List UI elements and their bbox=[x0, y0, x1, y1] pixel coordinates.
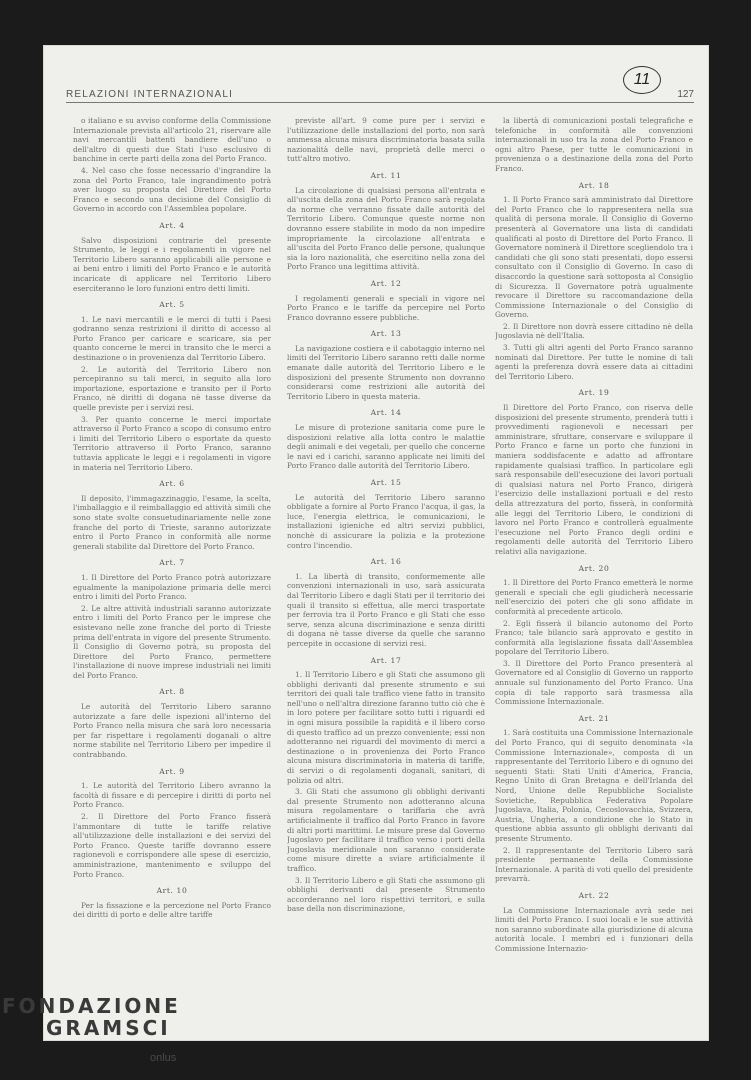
paragraph: 1. Il Direttore del Porto Franco potrà autorizzare egualmente la manipolazione primaria delle merci entro i limiti del Porto Franco. bbox=[73, 572, 271, 602]
paragraph: Le misure di protezione sanitaria come pure le disposizioni relative alla lotta contro le malattie degli animali e dei vegetali, per quello che concerne le navi ed i carichi, saranno applicate nei limiti del Porto Franco dalle autorità del Territorio Libero. bbox=[287, 423, 485, 471]
running-header bbox=[66, 84, 694, 103]
paragraph: 3. Il Territorio Libero e gli Stati che assumono gli obblighi derivanti dal presente Strumento accorderanno nel loro rispettivi territori, e sulla base della non discriminazione, bbox=[287, 875, 485, 914]
paragraph: Il Direttore del Porto Franco, con riserva delle disposizioni del presente strumento, prenderà tutti i provvedimenti ragionevoli e necessari per amministrare, sfruttare, conservare e sviluppare il Porto Franco e farne un porto che funzioni in maniera soddisfacente e adatto ad affrontare rapidamente qualsiasi traffico. In particolare egli sarà responsabile dell'esecuzione dei lavori portuali di qualsiasi natura nel Porto Franco, dirigerà l'esercizio delle installazioni portuali e del resto della attrezzatura del porto, fisserà, in conformità alle leggi del Territorio Libero, le condizioni di lavoro nel Porto Franco e controllerà egualmente l'esecuzione nel Porto Franco degli ordini e regolamenti delle autorità del Territorio Libero relativi alla navigazione. bbox=[495, 403, 693, 556]
paragraph: Le autorità del Territorio Libero saranno obbligate a fornire al Porto Franco l'acqua, il gas, la luce, l'energia elettrica, le comunicazioni, le installazioni igieniche ed altri servizi pubblici, nonchè di assicurare la polizia e la protezione contro l'incendio. bbox=[287, 492, 485, 550]
paragraph: 2. Il Direttore del Porto Franco fisserà l'ammontare di tutte le tariffe relative all'utilizzazione delle installazioni e dei servizi del Porto Franco. Queste tariffe dovranno essere ragionevoli e corrispondere alle spese di esercizio, amministrazione, mantenimento e sviluppo del Porto Franco. bbox=[73, 812, 271, 879]
article-heading: Art. 14 bbox=[370, 408, 402, 418]
page-number: 127 bbox=[677, 89, 694, 100]
paragraph: 3. Per quanto concerne le merci importate attraverso il Porto Franco a scopo di consumo entro i limiti del Territorio Libero o esportate da questo Territorio attraverso il Porto Franco, saranno tuttavia applicate le leggi e i regolamenti in vigore in materia nel Territorio Libero. bbox=[73, 414, 271, 472]
article-heading: Art. 17 bbox=[370, 655, 402, 665]
watermark-line-1: FONDAZIONE bbox=[2, 994, 181, 1018]
paragraph: 3. Il Direttore del Porto Franco presenterà al Governatore ed al Consiglio di Governo un rapporto annuale sul funzionamento del Porto Franco. Una copia di tale rapporto sarà trasmessa alla Commissione Internazionale. bbox=[495, 658, 693, 707]
header-title: RELAZIONI INTERNAZIONALI bbox=[66, 89, 234, 100]
article-heading: Art. 5 bbox=[159, 300, 185, 310]
watermark-suffix: onlus bbox=[150, 1052, 177, 1064]
paragraph: 2. Le autorità del Territorio Libero non percepiranno su tali merci, in seguito alla loro importazione, esportazione e transito per il Porto Franco, nè diritti di dogana nè tasse diverse da quelle previste per i servizi resi. bbox=[73, 364, 271, 413]
paragraph: Salvo disposizioni contrarie del presente Strumento, le leggi e i regolamenti in vigore nel Territorio Libero saranno applicabili alle persone e ai beni entro i limiti del Porto Franco e le autorità incaricate di applicare nel Territorio Libero eserciteranno le loro funzioni entro detti limiti. bbox=[73, 235, 271, 293]
document-page bbox=[44, 46, 708, 1040]
paragraph: 3. Gli Stati che assumono gli obblighi derivanti dal presente Strumento non adotteranno alcuna misura regolamentare o tariffaria che avrà artificialmente il traffico dal Porto Franco in favore di altri porti marittimi. Le misure prese dal Governo Jugoslavo per facilitare il traffico verso i porti della Jugoslavia meridionale non saranno considerate come misure dirette a sviare artificialmente il traffico. bbox=[287, 787, 485, 873]
paragraph: La navigazione costiera e il cabotaggio interno nel limiti del Territorio Libero saranno retti dalle norme emanate dalle autorità del Territorio Libero e le disposizioni del presente Strumento non dovranno considerarsi come restrizioni alle autorità del Territorio Libero in questa materia. bbox=[287, 343, 485, 401]
archive-stamp: 11 bbox=[623, 66, 661, 94]
article-heading: Art. 8 bbox=[159, 687, 185, 697]
paragraph: La Commissione Internazionale avrà sede nei limiti del Porto Franco. I suoi locali e le sue attività non saranno subordinate alla giurisdizione di alcuna autorità locale. I membri ed i funzionari della Commissione Internazio- bbox=[495, 905, 693, 953]
paragraph: 2. Il Direttore non dovrà essere cittadino nè della Jugoslavia nè dell'Italia. bbox=[495, 321, 693, 341]
paragraph: 1. Le autorità del Territorio Libero avranno la facoltà di fissare e di percepire i diritti di porto nel Porto Franco. bbox=[73, 781, 271, 810]
article-heading: Art. 9 bbox=[159, 766, 185, 776]
paragraph: 4. Nel caso che fosse necessario d'ingrandire la zona del Porto Franco, tale ingrandimento potrà aver luogo su proposta del Direttore del Porto Franco e secondo una decisione del Consiglio di Governo in accordo con l'Assemblea popolare. bbox=[73, 165, 271, 214]
paragraph: Le autorità del Territorio Libero saranno autorizzate a fare delle ispezioni all'interno del Porto Franco nella misura che sarà loro necessaria per far rispettare i regolamenti doganali o altre norme stabilite nel Territorio Libero per impedire il contrabbando. bbox=[73, 702, 271, 760]
article-heading: Art. 20 bbox=[578, 563, 610, 573]
paragraph: Il deposito, l'immagazzinaggio, l'esame, la scelta, l'imballaggio e il reimballaggio ed attività simili che sono state svolte consuetudinariamente nelle zone franche del porto di Trieste, saranno autorizzate entro il Porto Franco in conformità alle norme generali stabilite dal Direttore del Porto Franco. bbox=[73, 493, 271, 551]
article-heading: Art. 4 bbox=[159, 220, 185, 230]
paragraph: 1. La libertà di transito, conformemente alle convenzioni internazionali in uso, sarà assicurata dal Territorio Libero e dagli Stati per il territorio dei quali il transito si effettua, alle merci trasportate per ferrovia tra il Porto Franco e gli Stati che esso serve, senza alcuna discriminazione e senza diritti di dogana nè tasse diverse da quelle che saranno percepite in occasione di servizi resi. bbox=[287, 571, 485, 648]
article-heading: Art. 16 bbox=[370, 557, 402, 567]
paragraph: 1. Le navi mercantili e le merci di tutti i Paesi godranno senza restrizioni il diritto di accesso al Porto Franco per caricare e scaricare, sia per quanto concerne le merci in transito che le merci a destinazione o in provenienza dal Territorio Libero. bbox=[73, 314, 271, 363]
paragraph: 1. Il Territorio Libero e gli Stati che assumono gli obblighi derivanti dal presente strumento e sui territori dei quali tale traffico viene fatto in transito nell'uno o nell'altra direzione faranno tutto ciò che è in loro potere per facilitare sotto tutti i riguardi ed in ogni misura possibile la rapidità e il libero corso di questo traffico ad un prezzo conveniente; essi non adotteranno nei riguardi del movimento di merci a destinazione o in provenienza dei Porto Franco alcuna misura discriminatoria in materia di tariffe, di servizi o di regolamenti doganali, sanitari, di polizia od altri. bbox=[287, 670, 485, 785]
paragraph: 1. Il Direttore del Porto Franco emetterà le norme generali e speciali che egli giudicherà necessarie nell'esercizio dei poteri che gli sono affidate in conformità al precedente articolo. bbox=[495, 578, 693, 616]
article-heading: Art. 10 bbox=[156, 886, 188, 896]
article-heading: Art. 15 bbox=[370, 478, 402, 487]
paragraph: 2. Il rappresentante del Territorio Libero sarà presidente permanente della Commissione Internazionale. A parità di voti quello del presidente prevarrà. bbox=[495, 845, 693, 884]
paragraph: Per la fissazione e la percezione nel Porto Franco dei diritti di porto e delle altre tariffe bbox=[73, 900, 271, 920]
article-heading: Art. 18 bbox=[578, 180, 610, 190]
paragraph: previste all'art. 9 come pure per i servizi e l'utilizzazione delle installazioni del porto, non sarà ammessa alcuna misura discriminatoria basata sulla nazionalità delle navi, proprietà delle merci o tutt'altro motivo. bbox=[287, 116, 485, 164]
text-column-1 bbox=[73, 116, 271, 1031]
paragraph: 1. Sarà costituita una Commissione Internazionale del Porto Franco, qui di seguito denominata «la Commissione Internazionale», composta di un rappresentante del Territorio Libero e di ognuno dei seguenti Stati: Stati Uniti d'America, Francia, Regno Unito di Gran Bretagna e dell'Irlanda del Nord, Unione delle Repubbliche Socialiste Sovietiche, Repubblica Federativa Popolare Jugoslava, Italia, Polonia, Cecoslovacchia, Svizzera, Austria, Ungheria, a condizione che lo Stato in questione abbia assunto gli obblighi derivanti dal presente Strumento. bbox=[495, 728, 693, 843]
watermark-logo bbox=[2, 995, 181, 1039]
article-heading: Art. 13 bbox=[370, 329, 402, 339]
article-heading: Art. 12 bbox=[370, 278, 402, 288]
article-heading: Art. 22 bbox=[578, 890, 610, 900]
article-heading: Art. 6 bbox=[159, 479, 185, 489]
article-heading: Art. 11 bbox=[370, 170, 402, 180]
paragraph: 3. Tutti gli altri agenti del Porto Franco saranno nominati dal Direttore. Per tutte le nomine di tali agenti la preferenza dovrà essere data ai cittadini del Territorio Libero. bbox=[495, 343, 693, 381]
text-column-2 bbox=[287, 116, 485, 1031]
paragraph: I regolamenti generali e speciali in vigore nel Porto Franco e le tariffe da percepire nel Porto Franco dovranno essere pubbliche. bbox=[287, 293, 485, 322]
paragraph: la libertà di comunicazioni postali telegrafiche e telefoniche in conformità alle convenzioni internazionali in uso tra la zona del Porto Franco e ogni altro Paese, per tutte le comunicazioni in provenienza o a destinazione della zona del Porto Franco. bbox=[495, 116, 693, 173]
text-column-3 bbox=[495, 116, 693, 1031]
paragraph: 1. Il Porto Franco sarà amministrato dal Direttore del Porto Franco che lo rappresentera nella sua qualità di persona morale. Il Consiglio di Governo presenterà al Governatore una lista di candidati qualificati al posto di Direttore del Porto Franco. Il Governatore nominerà il Direttore scegliendolo tra i candidati che gli sono stati presentati, dopo essersi consultato con il Consiglio di Governo. In caso di disaccordo la questione sarà sottoposta al Consiglio di Sicurezza. Il Governatore potrà ugualmente revocare il Direttore su raccomandazione della Commissione Internazionale o del Consiglio di Governo. bbox=[495, 195, 693, 320]
article-heading: Art. 21 bbox=[578, 713, 610, 723]
paragraph: La circolazione di qualsiasi persona all'entrata e all'uscita della zona del Porto Franco sarà regolata da norme che verranno fissate dalle autorità del Territorio Libero. Comunque queste norme non dovranno essere stabilite in modo da non impedire impropriamente la circolazione all'entrata e all'uscita del Porto Franco delle persone, qualunque sia la loro nazionalità, che esercitino nella zona del Porto Franco una legittima attività. bbox=[287, 185, 485, 272]
article-heading: Art. 19 bbox=[578, 388, 610, 398]
watermark-line-2: GRAMSCI bbox=[46, 1016, 171, 1040]
article-heading: Art. 7 bbox=[159, 558, 185, 568]
paragraph: 2. Le altre attività industriali saranno autorizzate entro i limiti del Porto Franco per le imprese che esistevano nelle zone franche del porto di Trieste prima dell'entrata in vigore del presente Strumento. Il Consiglio di Governo potrà, su proposta del Direttore del Porto Franco, permettere l'installazione di nuove imprese industriali nei limiti del Porto Franco. bbox=[73, 603, 271, 680]
paragraph: 2. Egli fisserà il bilancio autonomo del Porto Franco; tale bilancio sarà approvato e gestito in conformità alla legislazione fissata dall'Assemblea popolare del Territorio Libero. bbox=[495, 618, 693, 657]
paragraph: o italiano e su avviso conforme della Commissione Internazionale prevista all'articolo 21, riservare alle navi mercantili battenti bandiere dell'uno o dell'altro di questi due Stati l'uso esclusivo di banchine in certe parti della zona del Porto Franco. bbox=[73, 116, 271, 164]
